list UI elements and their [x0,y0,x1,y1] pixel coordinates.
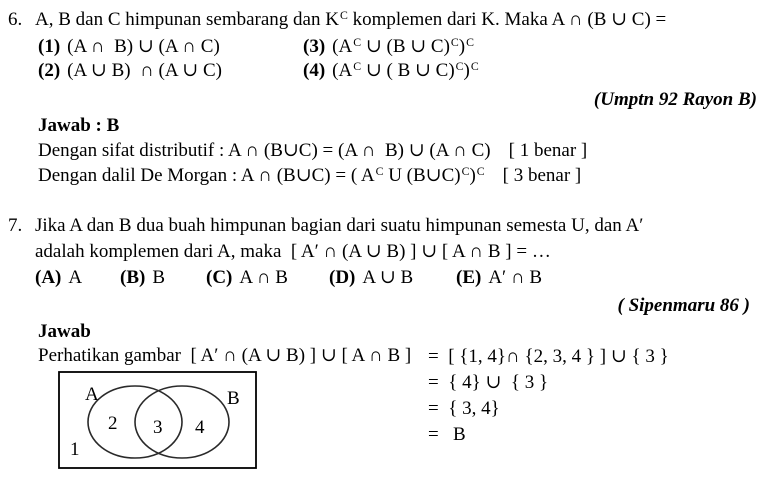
option-1-label: (1) [38,36,61,57]
option-4-label: (4) [303,60,326,81]
option-3-formula: ($A^C$ ∪ (B ∪ C)$^C$)$^C$ [332,35,474,57]
option-d-label: (D) [329,267,356,288]
problem-6-number: 6. [8,9,23,30]
problem-7-option-e [456,266,542,290]
derivation-steps [428,344,669,448]
problem-7-statement-row [8,214,643,238]
option-2-formula: (A ∪ B) ∩ (A ∪ C) [67,60,222,81]
derivation-step-2: = { 4} ∪ { 3 } [428,372,549,393]
problem-6-statement: A, B dan C himpunan sembarang dan $K^C$ komplemen dari K. Maka A ∩ (B ∪ C) = [35,8,667,30]
problem-7-statement-line-2: adalah komplemen dari A, maka [ A′ ∩ (A ∪ B) ] ∪ [ A ∩ B ] = … [35,241,551,262]
solution-2-text: Dengan dalil De Morgan : A ∩ (B∪C) = ( $A^C$ U (B∪C)$^C$)$^C$ [38,164,485,186]
problem-6-source: (Umptn 92 Rayon B) [593,89,757,110]
option-b-label: (B) [120,267,146,288]
solution-1-note: [ 1 benar ] [508,140,588,161]
venn-label-a: A [85,384,99,405]
venn-region-outside: 1 [70,439,80,460]
solution-2-note: [ 3 benar ] [502,165,582,186]
problem-6-answer-heading: Jawab : B [38,115,120,136]
venn-label-b: B [227,388,240,409]
derivation-step-3: = { 3, 4} [428,398,500,419]
option-a-label: (A) [35,267,62,288]
solution-1-text: Dengan sifat distributif : A ∩ (B∪C) = (A ∩ B) ∪ (A ∩ C) [38,140,491,161]
option-2-label: (2) [38,60,61,81]
problem-6-option-3 [303,35,479,59]
solution-intro: Perhatikan gambar [38,345,181,366]
problem-6-solution-line-1 [38,139,587,163]
option-b-formula: B [152,267,166,288]
problem-6-statement-row [8,8,666,34]
problem-6-options [38,35,479,83]
problem-6-option-4 [303,59,479,83]
problem-7-statement-line-1: Jika A dan B dua buah himpunan bagian dari suatu himpunan semesta U, dan A′ [35,215,644,236]
problem-7-number: 7. [8,215,23,236]
derivation-step-1: = [ {1, 4}∩ {2, 3, 4 } ] ∪ { 3 } [428,346,669,367]
problem-6-option-2 [38,59,303,83]
solution-expression: [ A′ ∩ (A ∪ B) ] ∪ [ A ∩ B ] [190,345,412,366]
problem-6-option-1 [38,35,303,59]
option-d-formula: A ∪ B [362,267,414,288]
problem-6-solution-line-2 [38,164,581,190]
option-e-label: (E) [456,267,482,288]
option-3-label: (3) [303,36,326,57]
venn-region-b-only: 4 [195,417,205,438]
venn-region-a-only: 2 [108,413,118,434]
venn-diagram [58,371,258,470]
problem-7-answer-heading: Jawab [38,321,91,342]
problem-7-option-b [120,266,206,290]
option-e-formula: A′ ∩ B [488,267,543,288]
option-4-formula: ($A^C$ ∪ ( B ∪ C)$^C$)$^C$ [332,59,479,81]
problem-7-solution-intro-row [38,344,411,368]
problem-7-source: ( Sipenmaru 86 ) [617,295,750,316]
problem-7-option-a [35,266,120,290]
option-c-formula: A ∩ B [239,267,288,288]
problem-7-option-c [206,266,329,290]
derivation-step-4: = B [428,424,466,445]
option-1-formula: (A ∩ B) ∪ (A ∩ C) [67,36,220,57]
problem-7-option-d [329,266,456,290]
option-c-label: (C) [206,267,233,288]
option-a-formula: A [68,267,83,288]
problem-7-options [35,266,542,290]
venn-region-intersection: 3 [153,417,163,438]
